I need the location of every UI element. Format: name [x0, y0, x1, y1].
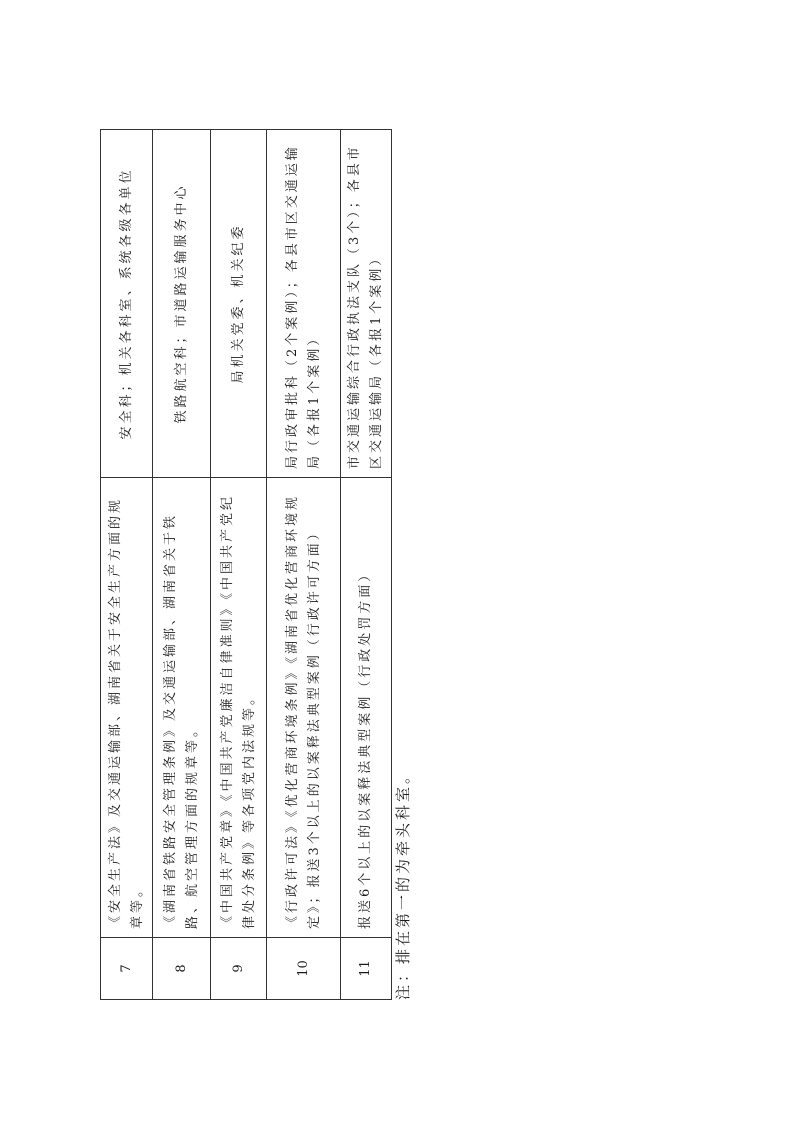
table-row [101, 130, 153, 1000]
responsibility-table [100, 129, 392, 1000]
law-content: 报送6个以上的以案释法典型案例（行政处罚方面） [341, 478, 392, 938]
footnote: 注：排在第一的为牵头科室。 [394, 765, 412, 1000]
table-row [341, 130, 392, 1000]
law-content: 《行政许可法》《优化营商环境条例》《湖南省优化营商环境规定》；报送3个以上的以案释法典型案例（行政许可方面） [267, 478, 341, 938]
responsible-unit: 铁路航空科；市道路运输服务中心 [153, 130, 211, 478]
law-content: 《湖南省铁路安全管理条例》及交通运输部、湖南省关于铁路、航空管理方面的规章等。 [153, 478, 211, 938]
row-number: 8 [153, 938, 211, 1000]
law-content: 《中国共产党章》《中国共产党廉洁自律准则》《中国共产党纪律处分条例》等各项党内法规等。 [211, 478, 267, 938]
rotated-page [100, 130, 412, 1000]
responsible-unit: 市交通运输综合行政执法支队（3个）；各县市区交通运输局（各报1个案例） [341, 130, 392, 478]
row-number: 10 [267, 938, 341, 1000]
responsible-unit: 局行政审批科（2个案例）；各县市区交通运输局（各报1个案例） [267, 130, 341, 478]
table-row [211, 130, 267, 1000]
responsible-unit: 局机关党委、机关纪委 [211, 130, 267, 478]
row-number: 9 [211, 938, 267, 1000]
row-number: 11 [341, 938, 392, 1000]
responsible-unit: 安全科；机关各科室、系统各级各单位 [101, 130, 153, 478]
row-number: 7 [101, 938, 153, 1000]
table-row [267, 130, 341, 1000]
table-row [153, 130, 211, 1000]
law-content: 《安全生产法》及交通运输部、湖南省关于安全生产方面的规章等。 [101, 478, 153, 938]
